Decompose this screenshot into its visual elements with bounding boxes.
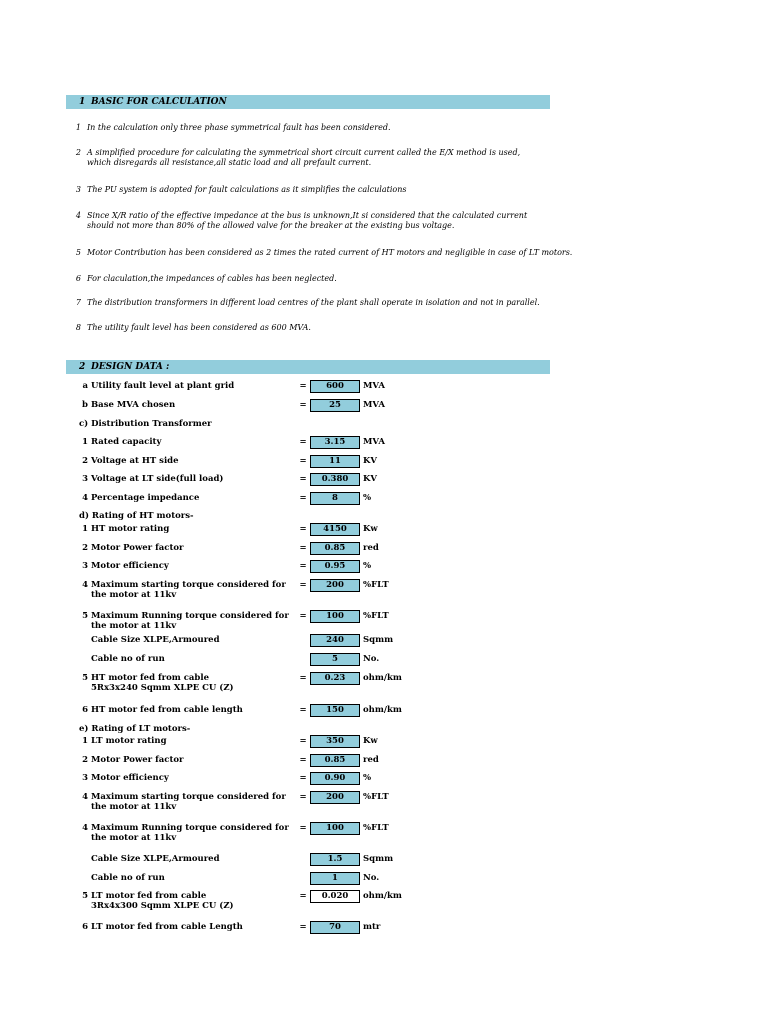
- note-text: The distribution transformers in different load centres of the plant shall operate in isolation and not in parallel.: [87, 298, 540, 307]
- unit-label: ohm/km: [363, 673, 402, 683]
- unit-label: KV: [363, 456, 377, 466]
- unit-label: %: [363, 561, 372, 571]
- unit-label: MVA: [363, 437, 385, 447]
- value-cell[interactable]: 0.23: [310, 672, 360, 685]
- row-label: Motor efficiency: [91, 561, 169, 571]
- unit-label: %FLT: [363, 580, 389, 590]
- data-row-lt-cable-size: [0, 852, 768, 866]
- unit-label: red: [363, 755, 379, 765]
- note-text: In the calculation only three phase symmetrical fault has been considered.: [87, 123, 391, 132]
- unit-label: ohm/km: [363, 891, 402, 901]
- value-cell[interactable]: 0.95: [310, 560, 360, 573]
- note-text: For claculation,the impedances of cables has been neglected.: [87, 274, 337, 283]
- data-row-base-mva: [0, 398, 768, 412]
- equals-sign: =: [299, 773, 307, 783]
- unit-label: No.: [363, 873, 380, 883]
- data-row-ht-voltage: [0, 454, 768, 468]
- unit-label: %FLT: [363, 611, 389, 621]
- row-label: LT motor fed from cable: [91, 891, 207, 901]
- equals-sign: =: [299, 456, 307, 466]
- data-row-lt-motor-rating: [0, 734, 768, 748]
- unit-label: %FLT: [363, 792, 389, 802]
- unit-label: ohm/km: [363, 705, 402, 715]
- row-label: Rated capacity: [91, 437, 162, 447]
- subheading-distribution-transformer: c) Distribution Transformer: [79, 419, 212, 429]
- data-row-lt-starting-torque: [0, 790, 768, 812]
- unit-label: MVA: [363, 381, 385, 391]
- data-row-ht-cable-runs: [0, 652, 768, 666]
- row-label: Maximum starting torque considered for: [91, 580, 286, 590]
- note-text-continued: should not more than 80% of the allowed valve for the breaker at the existing bus voltage.: [87, 221, 455, 230]
- row-index: 5: [82, 673, 88, 683]
- row-label: Percentage impedance: [91, 493, 200, 503]
- equals-sign: =: [299, 493, 307, 503]
- value-cell[interactable]: 200: [310, 791, 360, 804]
- section-title: BASIC FOR CALCULATION: [91, 97, 227, 107]
- data-row-ht-cable-impedance: [0, 671, 768, 693]
- row-label: Voltage at HT side: [91, 456, 179, 466]
- value-cell[interactable]: 5: [310, 653, 360, 666]
- data-row-ht-power-factor: [0, 541, 768, 555]
- note-number: 2: [75, 148, 81, 157]
- value-cell[interactable]: 70: [310, 921, 360, 934]
- row-label: LT motor fed from cable Length: [91, 922, 243, 932]
- equals-sign: =: [299, 611, 307, 621]
- equals-sign: =: [299, 755, 307, 765]
- data-row-lt-power-factor: [0, 753, 768, 767]
- row-index: 5: [82, 891, 88, 901]
- unit-label: mtr: [363, 922, 381, 932]
- data-row-percentage-impedance: [0, 491, 768, 505]
- unit-label: red: [363, 543, 379, 553]
- value-cell[interactable]: 1.5: [310, 853, 360, 866]
- subheading-ht-motors: d) Rating of HT motors-: [79, 511, 194, 521]
- value-cell[interactable]: 0.380: [310, 473, 360, 486]
- value-cell[interactable]: 350: [310, 735, 360, 748]
- value-cell[interactable]: 4150: [310, 523, 360, 536]
- value-cell[interactable]: 150: [310, 704, 360, 717]
- data-row-ht-starting-torque: [0, 578, 768, 600]
- data-row-lt-running-torque: [0, 821, 768, 843]
- row-label: Motor Power factor: [91, 543, 184, 553]
- row-label-continued: 3Rx4x300 Sqmm XLPE CU (Z): [91, 901, 234, 911]
- note-number: 8: [75, 323, 81, 332]
- note-number: 5: [75, 248, 81, 257]
- subheading-lt-motors: e) Rating of LT motors-: [79, 724, 191, 734]
- row-index: 4: [82, 580, 88, 590]
- value-cell[interactable]: 3.15: [310, 436, 360, 449]
- row-index: 4: [82, 792, 88, 802]
- equals-sign: =: [299, 792, 307, 802]
- row-index: 4: [82, 823, 88, 833]
- data-row-ht-efficiency: [0, 559, 768, 573]
- section-title: DESIGN DATA :: [91, 362, 170, 372]
- equals-sign: =: [299, 561, 307, 571]
- section-header-design-data: [66, 360, 550, 374]
- row-label: Motor efficiency: [91, 773, 169, 783]
- equals-sign: =: [299, 736, 307, 746]
- row-label-continued: the motor at 11kv: [91, 833, 177, 843]
- value-cell[interactable]: 0.85: [310, 542, 360, 555]
- section-header-basic: [66, 95, 550, 109]
- note-number: 7: [75, 298, 81, 307]
- note-text: The PU system is adopted for fault calculations as it simplifies the calculations: [87, 185, 407, 194]
- equals-sign: =: [299, 823, 307, 833]
- equals-sign: =: [299, 673, 307, 683]
- row-index: 2: [82, 456, 88, 466]
- row-index: 3: [82, 561, 88, 571]
- note-text: Motor Contribution has been considered as 2 times the rated current of HT motors and negligible in case of LT motors.: [87, 248, 573, 257]
- unit-label: %: [363, 493, 372, 503]
- value-cell[interactable]: 25: [310, 399, 360, 412]
- note-number: 6: [75, 274, 81, 283]
- unit-label: Sqmm: [363, 854, 394, 864]
- row-label: Motor Power factor: [91, 755, 184, 765]
- row-label-continued: the motor at 11kv: [91, 590, 177, 600]
- row-label: Cable no of run: [91, 654, 165, 664]
- unit-label: MVA: [363, 400, 385, 410]
- data-row-ht-running-torque: [0, 609, 768, 631]
- value-cell[interactable]: 100: [310, 610, 360, 623]
- row-index: 1: [82, 524, 88, 534]
- row-label: Maximum starting torque considered for: [91, 792, 286, 802]
- value-cell[interactable]: 600: [310, 380, 360, 393]
- unit-label: No.: [363, 654, 380, 664]
- row-index: 1: [82, 736, 88, 746]
- note-text: The utility fault level has been considered as 600 MVA.: [87, 323, 311, 332]
- row-label: Utility fault level at plant grid: [91, 381, 235, 391]
- row-label: LT motor rating: [91, 736, 167, 746]
- note-number: 3: [75, 185, 81, 194]
- value-cell[interactable]: 200: [310, 579, 360, 592]
- section-number: 2: [79, 362, 86, 372]
- row-index: 5: [82, 611, 88, 621]
- equals-sign: =: [299, 922, 307, 932]
- value-cell[interactable]: 8: [310, 492, 360, 505]
- row-label: Maximum Running torque considered for: [91, 823, 289, 833]
- row-label: HT motor rating: [91, 524, 170, 534]
- value-cell[interactable]: 0.85: [310, 754, 360, 767]
- unit-label: Kw: [363, 736, 378, 746]
- data-row-ht-cable-length: [0, 703, 768, 717]
- data-row-ht-motor-rating: [0, 522, 768, 536]
- value-cell[interactable]: 11: [310, 455, 360, 468]
- unit-label: %FLT: [363, 823, 389, 833]
- note-text-continued: which disregards all resistance,all static load and all prefault current.: [87, 158, 372, 167]
- data-row-rated-capacity: [0, 435, 768, 449]
- row-label-continued: 5Rx3x240 Sqmm XLPE CU (Z): [91, 683, 234, 693]
- note-number: 1: [75, 123, 81, 132]
- equals-sign: =: [299, 474, 307, 484]
- row-index: 6: [82, 705, 88, 715]
- note-number: 4: [75, 211, 81, 220]
- row-index: 2: [82, 543, 88, 553]
- equals-sign: =: [299, 543, 307, 553]
- value-cell[interactable]: 100: [310, 822, 360, 835]
- note-text: Since X/R ratio of the effective impedance at the bus is unknown,It si considered that the calculated current: [87, 211, 528, 220]
- row-index: 4: [82, 493, 88, 503]
- row-label: Voltage at LT side(full load): [91, 474, 224, 484]
- section-number: 1: [79, 97, 86, 107]
- unit-label: KV: [363, 474, 377, 484]
- value-cell[interactable]: 0.90: [310, 772, 360, 785]
- row-label: Cable no of run: [91, 873, 165, 883]
- row-label: HT motor fed from cable: [91, 673, 209, 683]
- row-label-continued: the motor at 11kv: [91, 802, 177, 812]
- data-row-lt-cable-impedance: [0, 889, 768, 911]
- data-row-lt-voltage: [0, 472, 768, 486]
- row-index: 6: [82, 922, 88, 932]
- row-label: Maximum Running torque considered for: [91, 611, 289, 621]
- row-index: a: [82, 381, 88, 391]
- row-index: 1: [82, 437, 88, 447]
- row-label: HT motor fed from cable length: [91, 705, 243, 715]
- data-row-lt-cable-runs: [0, 871, 768, 885]
- data-row-utility-fault-level: [0, 379, 768, 393]
- data-row-lt-cable-length: [0, 920, 768, 934]
- note-text: A simplified procedure for calculating the symmetrical short circuit current called the E/X method is used,: [87, 148, 521, 157]
- equals-sign: =: [299, 705, 307, 715]
- row-label-continued: the motor at 11kv: [91, 621, 177, 631]
- data-row-ht-cable-size: [0, 633, 768, 647]
- equals-sign: =: [299, 580, 307, 590]
- equals-sign: =: [299, 891, 307, 901]
- row-label: Cable Size XLPE,Armoured: [91, 854, 220, 864]
- data-row-lt-efficiency: [0, 771, 768, 785]
- value-cell[interactable]: 0.020: [310, 890, 360, 903]
- equals-sign: =: [299, 381, 307, 391]
- equals-sign: =: [299, 400, 307, 410]
- row-index: 2: [82, 755, 88, 765]
- value-cell[interactable]: 1: [310, 872, 360, 885]
- equals-sign: =: [299, 524, 307, 534]
- unit-label: Kw: [363, 524, 378, 534]
- value-cell[interactable]: 240: [310, 634, 360, 647]
- row-label: Base MVA chosen: [91, 400, 176, 410]
- row-index: b: [82, 400, 88, 410]
- row-index: 3: [82, 773, 88, 783]
- row-label: Cable Size XLPE,Armoured: [91, 635, 220, 645]
- unit-label: Sqmm: [363, 635, 394, 645]
- row-index: 3: [82, 474, 88, 484]
- equals-sign: =: [299, 437, 307, 447]
- unit-label: %: [363, 773, 372, 783]
